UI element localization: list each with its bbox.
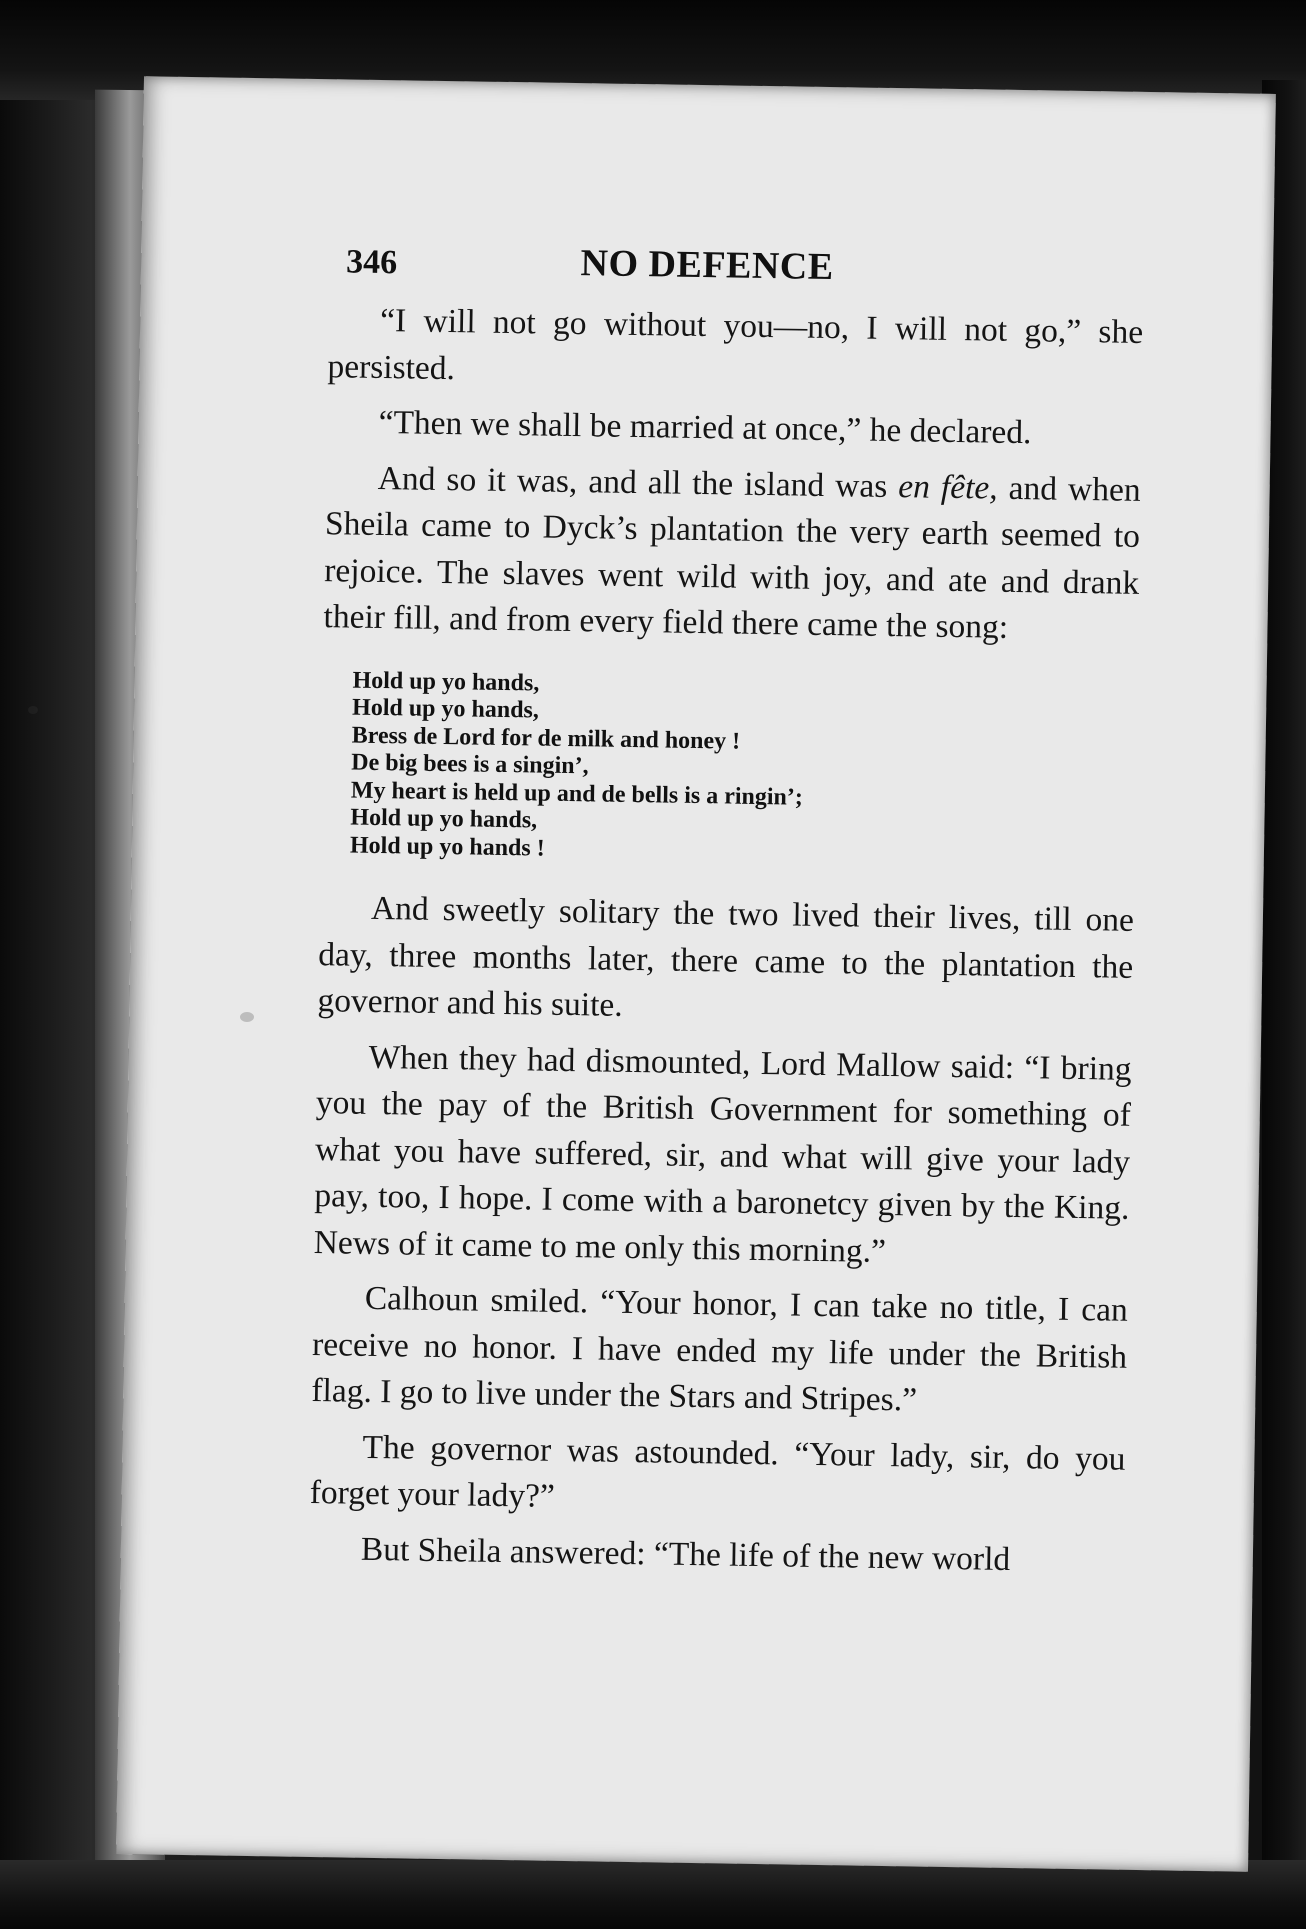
- paragraph: “I will not go without you—no, I will not go,” she persisted.: [327, 301, 1144, 387]
- paragraph-text: and when Sheila came to Dyck’s plantation the very earth seemed to rejoice. The slaves went wild with joy, and ate and drank their fill, and from every field there came the song:: [323, 469, 1141, 646]
- margin-smudge: [240, 1012, 254, 1022]
- song-line: Hold up yo hands,: [350, 804, 538, 834]
- paragraph: Calhoun smiled. “Your honor, I can take no title, I can receive no honor. I have ended my life under the British flag. I go to live under the Stars and Stripes.”: [311, 1279, 1129, 1419]
- song-line: Hold up yo hands,: [351, 694, 540, 724]
- italic-phrase: en fête,: [898, 467, 998, 507]
- paragraph: But Sheila answered: “The life of the new world: [360, 1530, 1011, 1578]
- running-head: [141, 226, 1274, 304]
- song-verse: [350, 667, 1138, 872]
- paragraph: When they had dismounted, Lord Mallow said: “I bring you the pay of the British Government for something of what you have suffered, sir, and what will give your lady pay, too, I hope. I come with a baronetcy given by the King. News of it came to me only this morning.”: [313, 1038, 1132, 1270]
- paragraph: The governor was astounded. “Your lady, sir, do you forget your lady?”: [309, 1428, 1126, 1515]
- scan-bottom-border: [0, 1860, 1306, 1929]
- song-line: Hold up yo hands !: [349, 832, 545, 862]
- running-title: NO DEFENCE: [580, 242, 834, 289]
- paragraph: [323, 455, 1141, 654]
- song-line: De big bees is a singin’,: [351, 749, 589, 780]
- page-number: 346: [345, 243, 398, 282]
- paper-page: [116, 76, 1276, 1872]
- margin-smudge: [28, 706, 38, 714]
- song-line: Bress de Lord for de milk and honey !: [351, 722, 741, 755]
- paragraph-text: And so it was, and all the island was: [377, 459, 899, 505]
- paragraph: And sweetly solitary the two lived their lives, till one day, three months later, there came to the plantation the governor and his suite.: [317, 889, 1135, 1024]
- paragraph: “Then we shall be married at once,” he declared.: [378, 403, 1032, 452]
- song-line: Hold up yo hands,: [352, 667, 540, 697]
- body-text: [308, 297, 1143, 1594]
- song-line: My heart is held up and de bells is a ringin’;: [350, 777, 804, 811]
